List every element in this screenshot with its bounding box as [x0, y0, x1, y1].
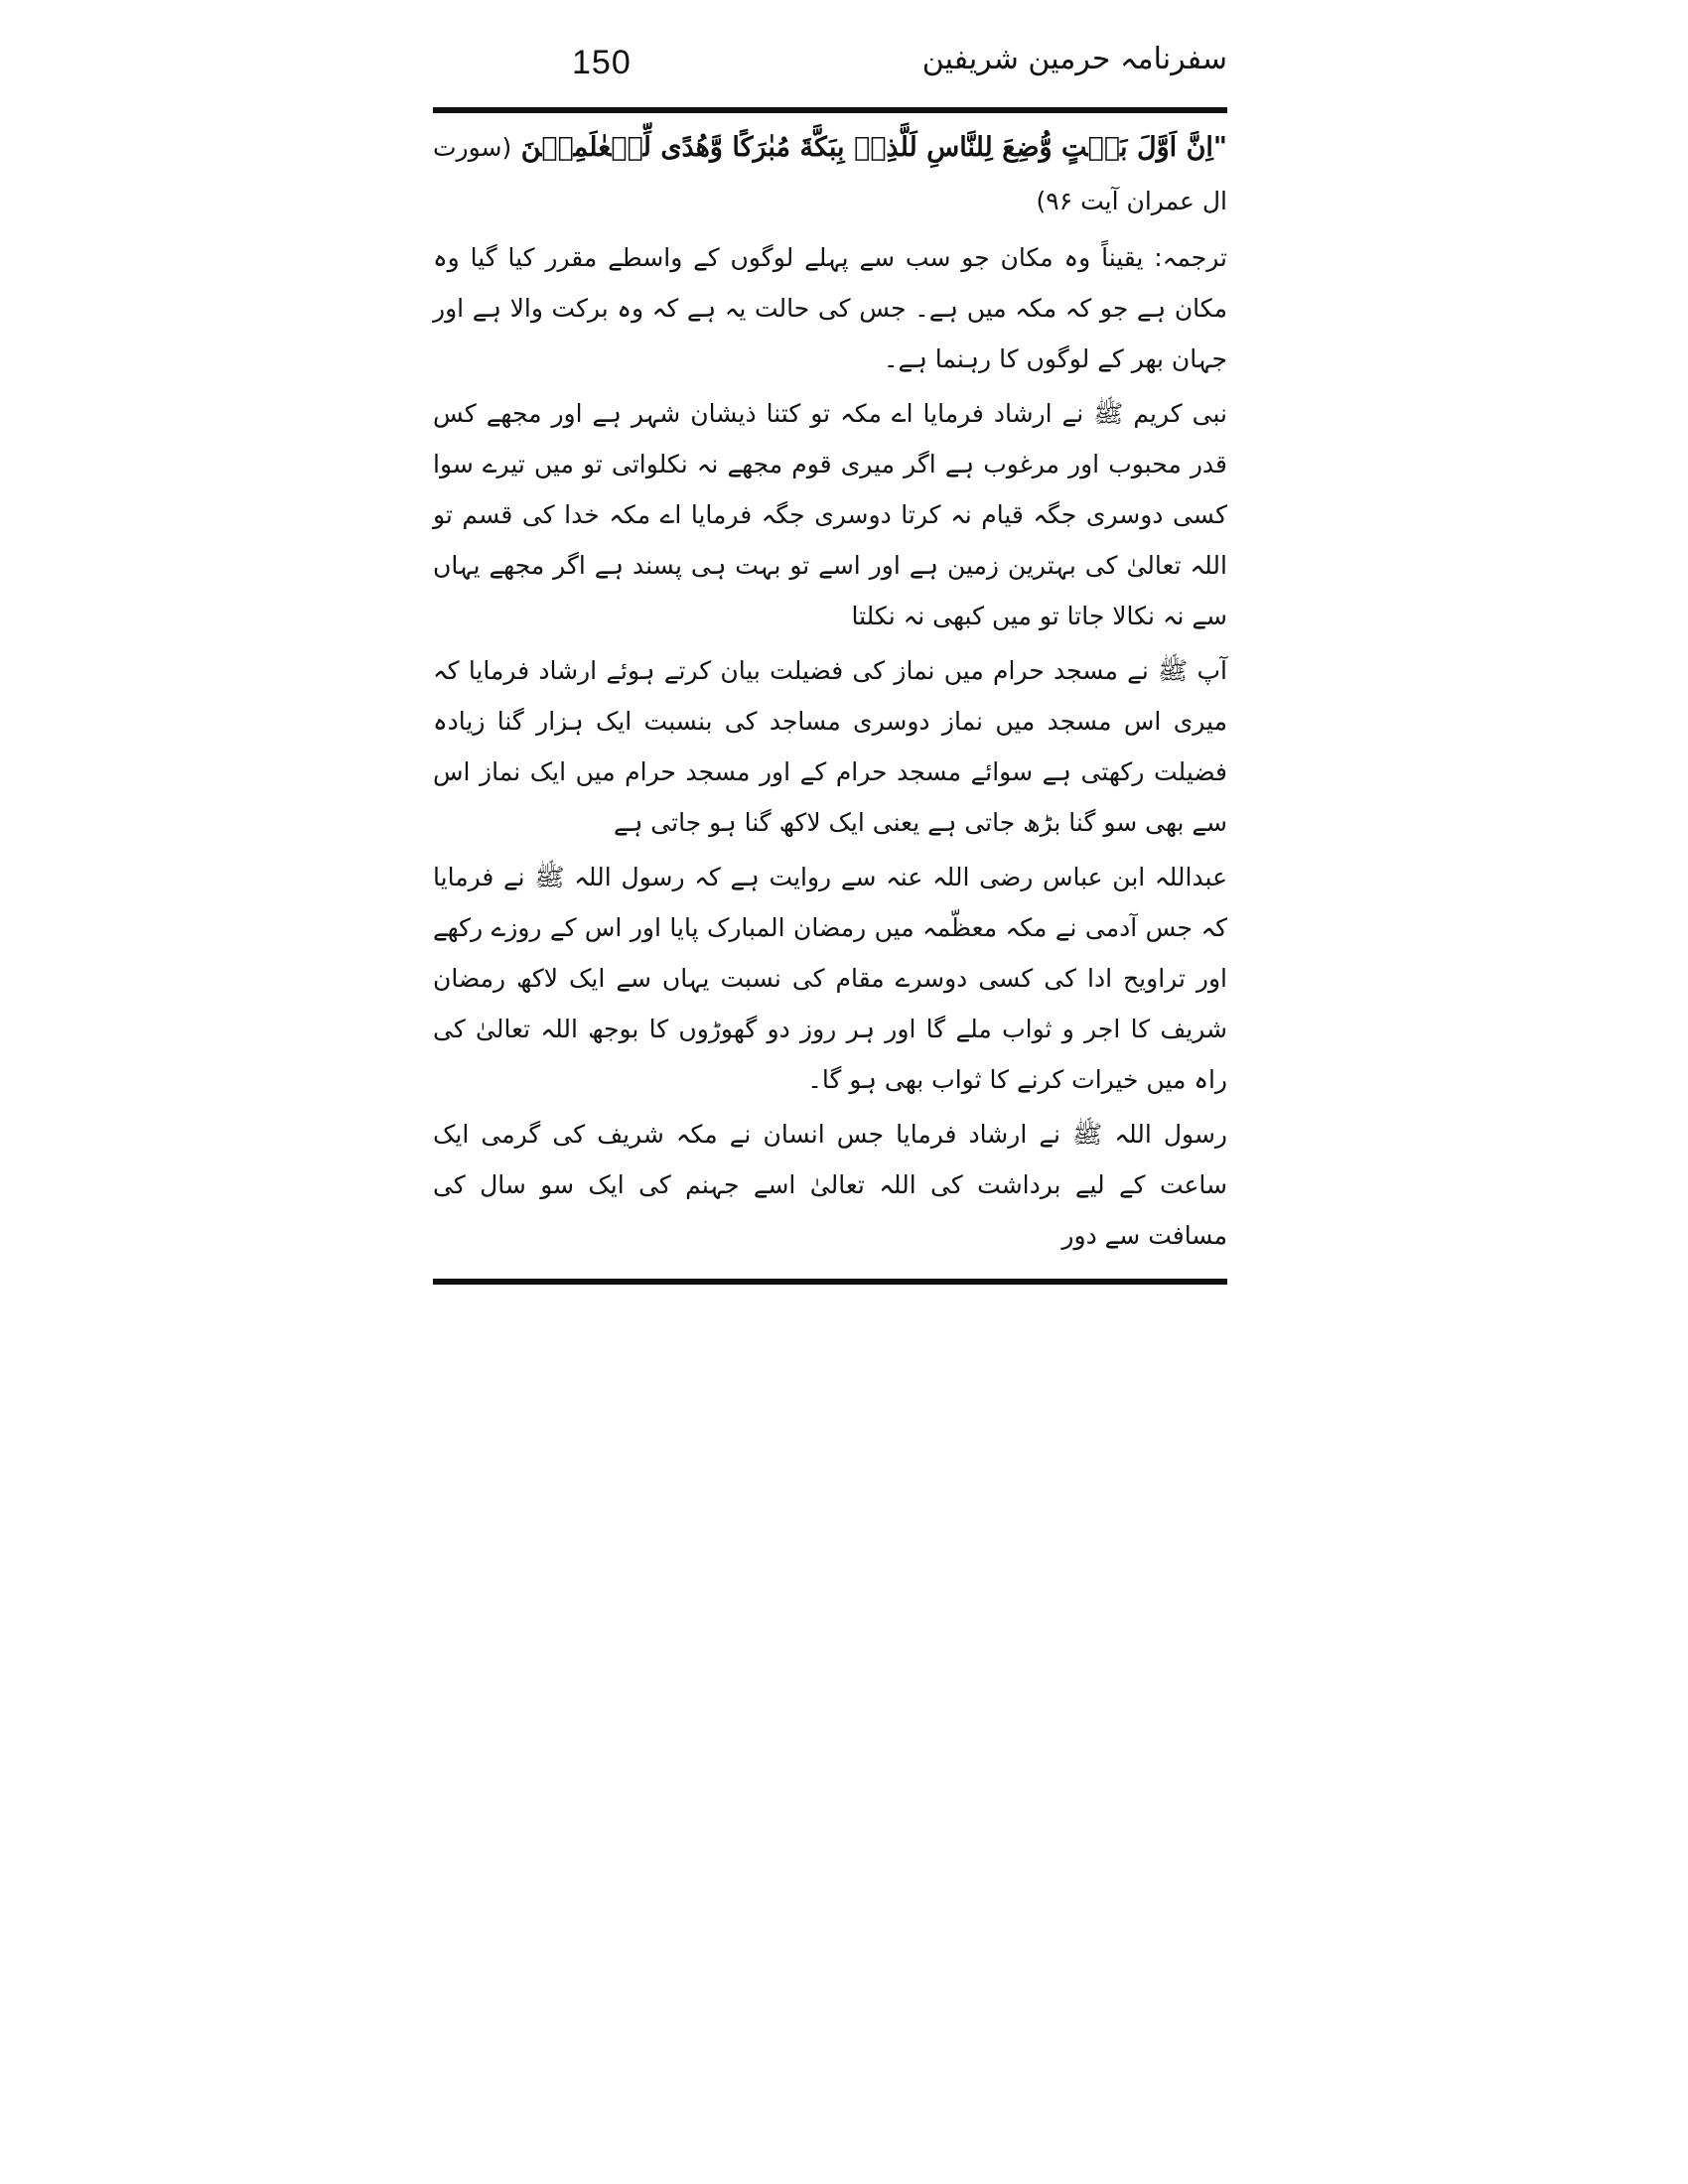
- page-body: [433, 113, 1227, 1261]
- paragraph-translation: ترجمہ: یقیناً وہ مکان جو سب سے پہلے لوگوں کے واسطے مقرر کیا گیا وہ مکان ہے جو کہ مکہ میں ہے۔ جس کی حالت یہ ہے کہ وہ برکت والا ہے اور جہان بھر کے لوگوں کا رہنما ہے۔: [433, 243, 1227, 373]
- footer-rule: [433, 1279, 1227, 1285]
- quran-verse: [433, 121, 1227, 228]
- paragraph-prayer-virtue: آپ ﷺ نے مسجد حرام میں نماز کی فضیلت بیان کرتے ہوئے ارشاد فرمایا کہ میری اس مسجد میں نماز دوسری مساجد کی بنسبت ایک ہزار گنا زیادہ فضیلت رکھتی ہے سوائے مسجد حرام کے اور مسجد حرام میں ایک نماز اس سے بھی سو گنا بڑھ جاتی ہے یعنی ایک لاکھ گنا ہو جاتی ہے: [433, 656, 1227, 837]
- paragraph-heat-endurance: رسول اللہ ﷺ نے ارشاد فرمایا جس انسان نے مکہ شریف کی گرمی ایک ساعت کے لیے برداشت کی اللہ تعالیٰ اسے جہنم کی ایک سو سال کی مسافت سے دور: [433, 1120, 1227, 1250]
- page-header: [433, 40, 1227, 99]
- page-number: 150: [572, 44, 632, 81]
- book-page: [433, 40, 1227, 1285]
- verse-arabic: "اِنَّ اَوَّلَ بَيۡتٍ وُّضِعَ لِلنَّاسِ لَلَّذِىۡ بِبَكَّةَ مُبٰرَكًا وَّهُدًى لِّلۡعٰلَمِيۡنَ: [520, 132, 1227, 163]
- book-title: سفرنامہ حرمین شریفین: [921, 42, 1227, 76]
- paragraph-makkah-virtue: نبی کریم ﷺ نے ارشاد فرمایا اے مکہ تو کتنا ذیشان شہر ہے اور مجھے کس قدر محبوب اور مرغوب ہے اگر میری قوم مجھے نہ نکلواتی تو میں تیرے سوا کسی دوسری جگہ قیام نہ کرتا دوسری جگہ فرمایا اے مکہ خدا کی قسم تو اللہ تعالیٰ کی بہترین زمین ہے اور اسے تو بہت ہی پسند ہے اگر مجھے یہاں سے نہ نکالا جاتا تو میں کبھی نہ نکلتا: [433, 399, 1227, 630]
- paragraph-ramadan-virtue: عبداللہ ابن عباس رضی اللہ عنہ سے روایت ہے کہ رسول اللہ ﷺ نے فرمایا کہ جس آدمی نے مکہ معظّمہ میں رمضان المبارک پایا اور اس کے روزے رکھے اور تراویح ادا کی کسی دوسرے مقام کی نسبت یہاں سے ایک لاکھ رمضان شریف کا اجر و ثواب ملے گا اور ہر روز دو گھوڑوں کا بوجھ اللہ تعالیٰ کی راہ میں خیرات کرنے کا ثواب بھی ہو گا۔: [433, 863, 1227, 1094]
- verse-reference: (سورت ال عمران آیت ۹۶): [433, 133, 1227, 215]
